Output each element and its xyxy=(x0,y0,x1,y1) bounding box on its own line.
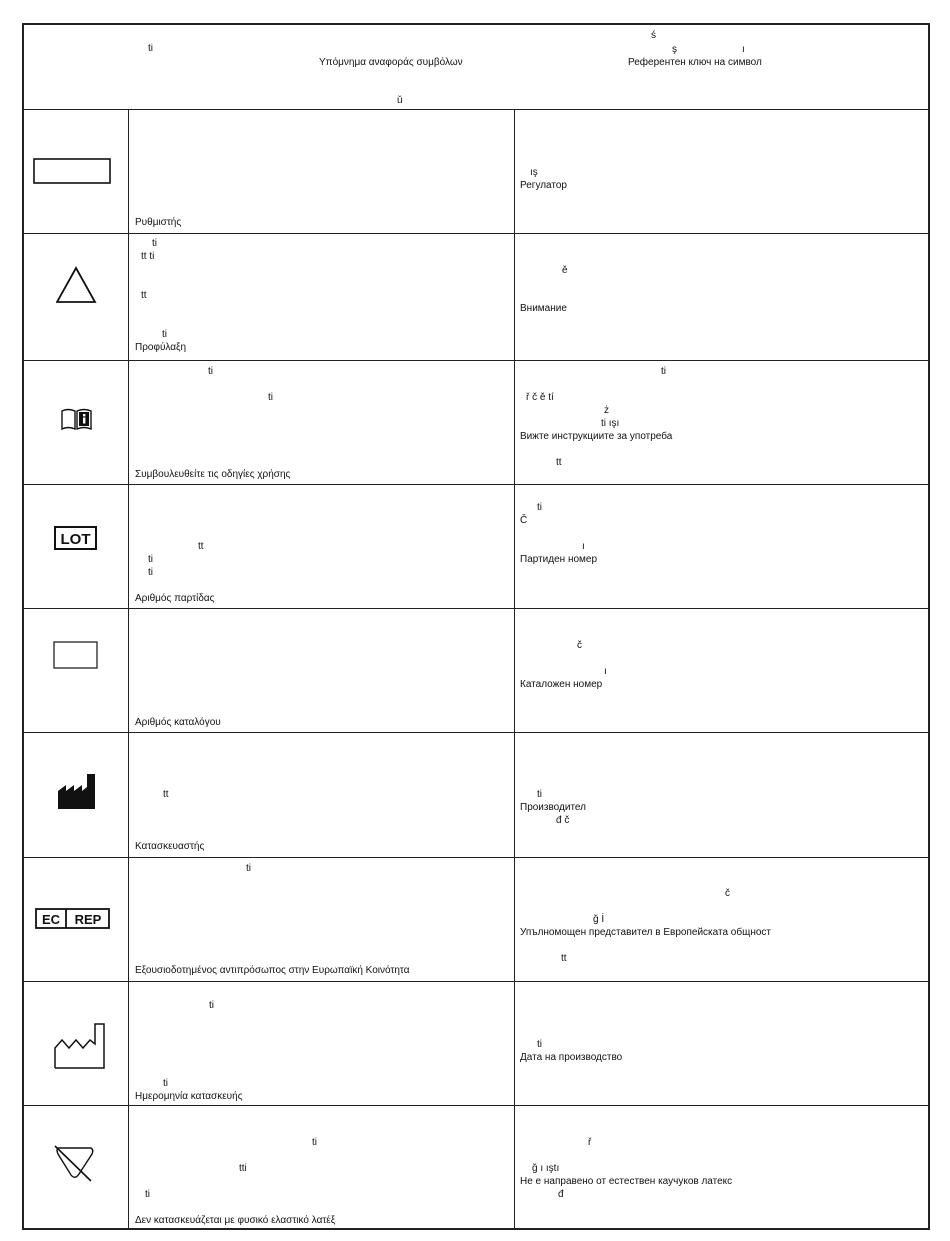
bulgarian-cell xyxy=(515,110,928,233)
bulgarian-cell xyxy=(515,234,928,360)
text-fragment: tt xyxy=(163,789,169,800)
greek-term: Αριθμός καταλόγου xyxy=(135,717,221,728)
ec-rep-icon xyxy=(35,908,111,930)
catalogue-box-icon xyxy=(53,641,99,671)
text-fragment: ti xyxy=(209,1000,214,1011)
greek-term: Εξουσιοδοτημένος αντιπρόσωπος στην Ευρωπαϊκή Κοινότητα xyxy=(135,965,410,976)
header-fragment: ı xyxy=(742,44,745,55)
bulgarian-term: Вижте инструкциите за употреба xyxy=(520,431,673,442)
text-fragment: ti xyxy=(145,1189,150,1200)
text-fragment: tt ti xyxy=(141,251,155,262)
text-fragment: ti xyxy=(163,1078,168,1089)
table-row xyxy=(24,485,928,609)
text-fragment: ti xyxy=(537,789,542,800)
symbol-cell xyxy=(24,485,129,608)
bulgarian-cell xyxy=(515,733,928,857)
manufacturer-factory-icon xyxy=(57,773,97,811)
symbol-reference-table xyxy=(22,23,930,1230)
header-title-bulgarian: Референтен ключ на символ xyxy=(628,57,762,68)
text-fragment: ż xyxy=(604,405,609,416)
text-fragment: ı xyxy=(604,666,607,677)
greek-term: Αριθμός παρτίδας xyxy=(135,593,215,604)
bulgarian-cell xyxy=(515,485,928,608)
text-fragment: tt xyxy=(561,953,567,964)
bulgarian-cell xyxy=(515,609,928,732)
bulgarian-term: Регулатор xyxy=(520,180,567,191)
symbol-cell xyxy=(24,361,129,484)
header-fragment: ǔ xyxy=(397,95,403,106)
bulgarian-term: Партиден номер xyxy=(520,554,598,565)
bulgarian-cell xyxy=(515,361,928,484)
table-row xyxy=(24,234,928,361)
symbol-cell xyxy=(24,110,129,233)
greek-term: Συμβουλευθείτε τις οδηγίες χρήσης xyxy=(135,469,291,480)
text-fragment: đ xyxy=(558,1189,564,1200)
text-fragment: ti xyxy=(661,366,666,377)
greek-cell xyxy=(129,234,515,360)
text-fragment: ř xyxy=(588,1137,592,1148)
greek-cell xyxy=(129,858,515,981)
greek-term: Προφύλαξη xyxy=(135,342,187,353)
greek-cell xyxy=(129,982,515,1105)
bulgarian-term: Внимание xyxy=(520,303,567,314)
ec-label: EC xyxy=(41,912,61,927)
greek-cell xyxy=(129,733,515,857)
rep-label: REP xyxy=(74,912,102,927)
caution-triangle-icon xyxy=(56,265,98,305)
symbol-cell xyxy=(24,982,129,1105)
text-fragment: ğ İ xyxy=(593,914,605,925)
text-fragment: ti xyxy=(268,392,273,403)
text-fragment: ti xyxy=(537,502,542,513)
instructions-book-icon xyxy=(60,407,94,433)
symbol-cell xyxy=(24,733,129,857)
text-fragment: č xyxy=(725,888,730,899)
table-row xyxy=(24,609,928,733)
text-fragment: č xyxy=(577,640,582,651)
table-row xyxy=(24,733,928,858)
text-fragment: ti xyxy=(152,238,157,249)
bulgarian-term: Не е направено от естествен каучуков латекс xyxy=(520,1176,733,1187)
bulgarian-cell xyxy=(515,858,928,981)
text-fragment: đ č xyxy=(556,815,570,826)
table-row xyxy=(24,982,928,1106)
greek-term: Ημερομηνία κατασκευής xyxy=(135,1091,243,1102)
text-fragment: tt xyxy=(141,290,147,301)
greek-cell xyxy=(129,609,515,732)
header-fragment: ş xyxy=(672,44,677,55)
text-fragment: ti xyxy=(537,1039,542,1050)
text-fragment: ı xyxy=(582,541,585,552)
text-fragment: tt xyxy=(556,457,562,468)
text-fragment: ti xyxy=(162,329,167,340)
text-fragment: ř č ě tí xyxy=(526,392,554,403)
greek-cell xyxy=(129,110,515,233)
regulator-box-icon xyxy=(33,158,113,186)
text-fragment: ě xyxy=(562,265,568,276)
text-fragment: tt xyxy=(198,541,204,552)
greek-cell xyxy=(129,1106,515,1230)
table-row xyxy=(24,858,928,982)
greek-cell xyxy=(129,485,515,608)
bulgarian-term: Каталожен номер xyxy=(520,679,603,690)
table-row xyxy=(24,361,928,485)
text-fragment: ğ ı ıştı xyxy=(532,1163,560,1174)
text-fragment: ti xyxy=(148,554,153,565)
bulgarian-cell xyxy=(515,982,928,1105)
bulgarian-term: Производител xyxy=(520,802,586,813)
lot-icon-label: LOT xyxy=(60,531,91,548)
greek-term: Ρυθμιστής xyxy=(135,217,182,228)
symbol-cell xyxy=(24,1106,129,1230)
text-fragment: ti xyxy=(148,567,153,578)
symbol-cell xyxy=(24,858,129,981)
text-fragment: tti xyxy=(239,1163,247,1174)
text-fragment: ti xyxy=(312,1137,317,1148)
header-fragment: ti xyxy=(148,43,153,54)
bulgarian-term: Упълномощен представител в Европейската общност xyxy=(520,927,771,938)
date-of-manufacture-icon xyxy=(53,1022,107,1070)
symbol-cell xyxy=(24,234,129,360)
lot-icon xyxy=(54,526,98,552)
text-fragment: Č xyxy=(520,515,528,526)
table-row xyxy=(24,1106,928,1230)
not-made-with-latex-icon xyxy=(53,1144,97,1184)
greek-cell xyxy=(129,361,515,484)
bulgarian-term: Дата на производство xyxy=(520,1052,623,1063)
greek-term: Κατασκευαστής xyxy=(135,841,205,852)
header-title-greek: Υπόμνημα αναφοράς συμβόλων xyxy=(319,57,463,68)
greek-term: Δεν κατασκευάζεται με φυσικό ελαστικό λατέξ xyxy=(135,1215,336,1226)
text-fragment: ti xyxy=(246,863,251,874)
table-header xyxy=(24,25,928,110)
header-fragment: ś xyxy=(651,30,656,41)
table-row xyxy=(24,110,928,234)
text-fragment: ti ışı xyxy=(601,418,620,429)
bulgarian-cell xyxy=(515,1106,928,1230)
text-fragment: ış xyxy=(530,167,538,178)
symbol-cell xyxy=(24,609,129,732)
text-fragment: ti xyxy=(208,366,213,377)
